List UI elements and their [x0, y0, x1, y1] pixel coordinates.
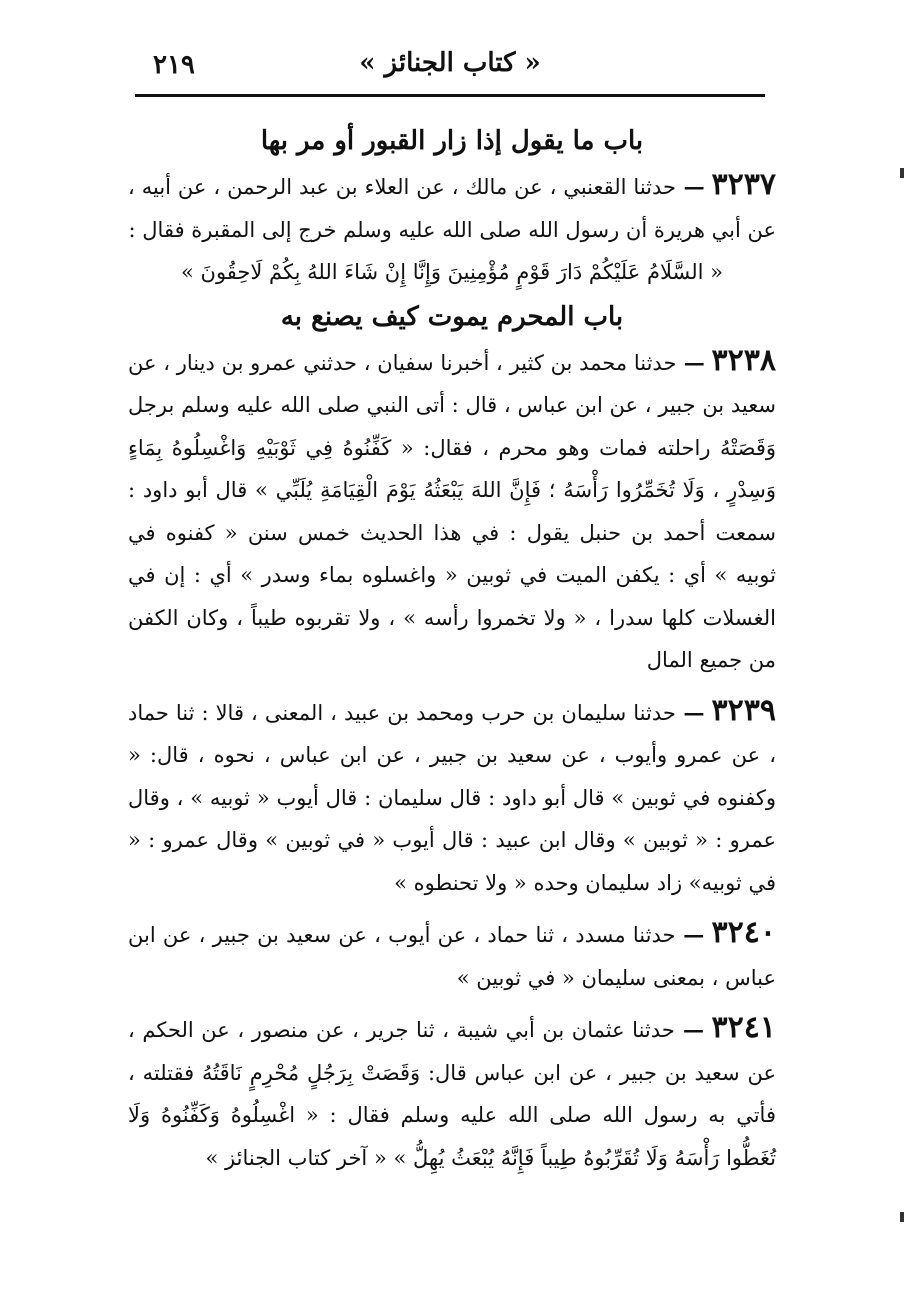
hadith-paragraph [128, 912, 776, 999]
hadith-paragraph [128, 340, 776, 682]
hadith-paragraph [128, 1007, 776, 1179]
hadith-number: ٣٢٣٧ [711, 167, 776, 202]
hadith-paragraph [128, 164, 776, 251]
hadith-number: ٣٢٤١ [711, 1010, 776, 1045]
running-title: « كتاب الجنائز » [359, 48, 541, 78]
hadith-number: ٣٢٣٩ [711, 692, 776, 728]
hadith-text: حدثنا مسدد ، ثنا حماد ، عن أيوب ، عن سعيد بن جبير ، عن ابن عباس ، بمعنى سليمان « في ثوبين » [128, 923, 776, 990]
scan-margin-mark [900, 168, 904, 178]
hadith-text: حدثنا القعنبي ، عن مالك ، عن العلاء بن عبد الرحمن ، عن أبيه ، عن أبي هريرة أن رسول الله صلى الله عليه وسلم خرج إلى المقبرة فقال : [128, 175, 776, 242]
hadith-text: حدثنا محمد بن كثير ، أخبرنا سفيان ، حدثني عمرو بن دينار ، عن سعيد بن جبير ، عن ابن عباس ، قال : أتى النبي صلى الله عليه وسلم برجل وَقَصَتْهُ راحلته فمات وهو محرم ، فقال: « كَفِّنُوهُ فِي ثَوْبَيْهِ وَاغْسِلُوهُ بِمَاءٍ وَسِدْرٍ ، وَلَا تُخَمِّرُوا رَأْسَهُ ؛ فَإِنَّ اللهَ يَبْعَثُهُ يَوْمَ الْقِيَامَةِ يُلَبِّي » قال أبو داود : سمعت أحمد بن حنبل يقول : في هذا الحديث خمس سنن « كفنوه في ثوبيه » أي : يكفن الميت في ثوبين « واغسلوه بماء وسدر » أي : إن في الغسلات كلها سدرا ، « ولا تخمروا رأسه » ، ولا تقربوه طيباً ، وكان الكفن من جميع المال [128, 350, 776, 672]
dash-separator: — [674, 1017, 704, 1042]
page-header [135, 40, 765, 92]
chapter-heading: باب ما يقول إذا زار القبور أو مر بها [260, 126, 644, 156]
dash-separator: — [676, 174, 705, 199]
scan-margin-mark [900, 1212, 904, 1222]
page-number: ٢١٩ [153, 50, 195, 80]
chapter-heading: باب المحرم يموت كيف يصنع به [280, 301, 624, 332]
header-rule [135, 94, 765, 97]
hadith-number: ٣٢٣٨ [711, 342, 776, 378]
hadith-number: ٣٢٤٠ [711, 915, 776, 950]
hadith-text: حدثنا عثمان بن أبي شيبة ، ثنا جرير ، عن منصور ، عن الحكم ، عن سعيد بن جبير ، عن ابن عباس قال: وَقَصَتْ بِرَجُلٍ مُحْرِمٍ نَاقَتُهُ فقتلته ، فأتي به رسول الله صلى الله عليه وسلم فقال : « اغْسِلُوهُ وَكَفِّنُوهُ وَلَا تُغَطُّوا رَأْسَهُ وَلَا تُقَرِّبُوهُ طِيباً فَإِنَّهُ يُبْعَثُ يُهِلُّ » « آخر كتاب الجنائز » [128, 1018, 776, 1170]
hadith-text: حدثنا سليمان بن حرب ومحمد بن عبيد ، المعنى ، قالا : ثنا حماد ، عن عمرو وأيوب ، عن سعيد بن جبير ، عن ابن عباس ، نحوه ، قال: « وكفنوه في ثوبين » قال أبو داود : قال سليمان : قال أيوب « ثوبيه » ، وقال عمرو : « ثوبين » وقال ابن عبيد : قال أيوب « في ثوبين » وقال عمرو : « في ثوبيه» زاد سليمان وحده « ولا تحنطوه » [128, 700, 776, 895]
dash-separator: — [676, 349, 705, 375]
dash-separator: — [675, 699, 705, 725]
quoted-saying: « السَّلَامُ عَلَيْكُمْ دَارَ قَوْمٍ مُؤْمِنِينَ وَإِنَّا إِنْ شَاءَ اللهُ بِكُمْ لَاحِقُونَ » [181, 260, 723, 284]
hadith-paragraph [128, 690, 776, 905]
page-body [128, 118, 776, 1179]
dash-separator: — [675, 922, 705, 947]
